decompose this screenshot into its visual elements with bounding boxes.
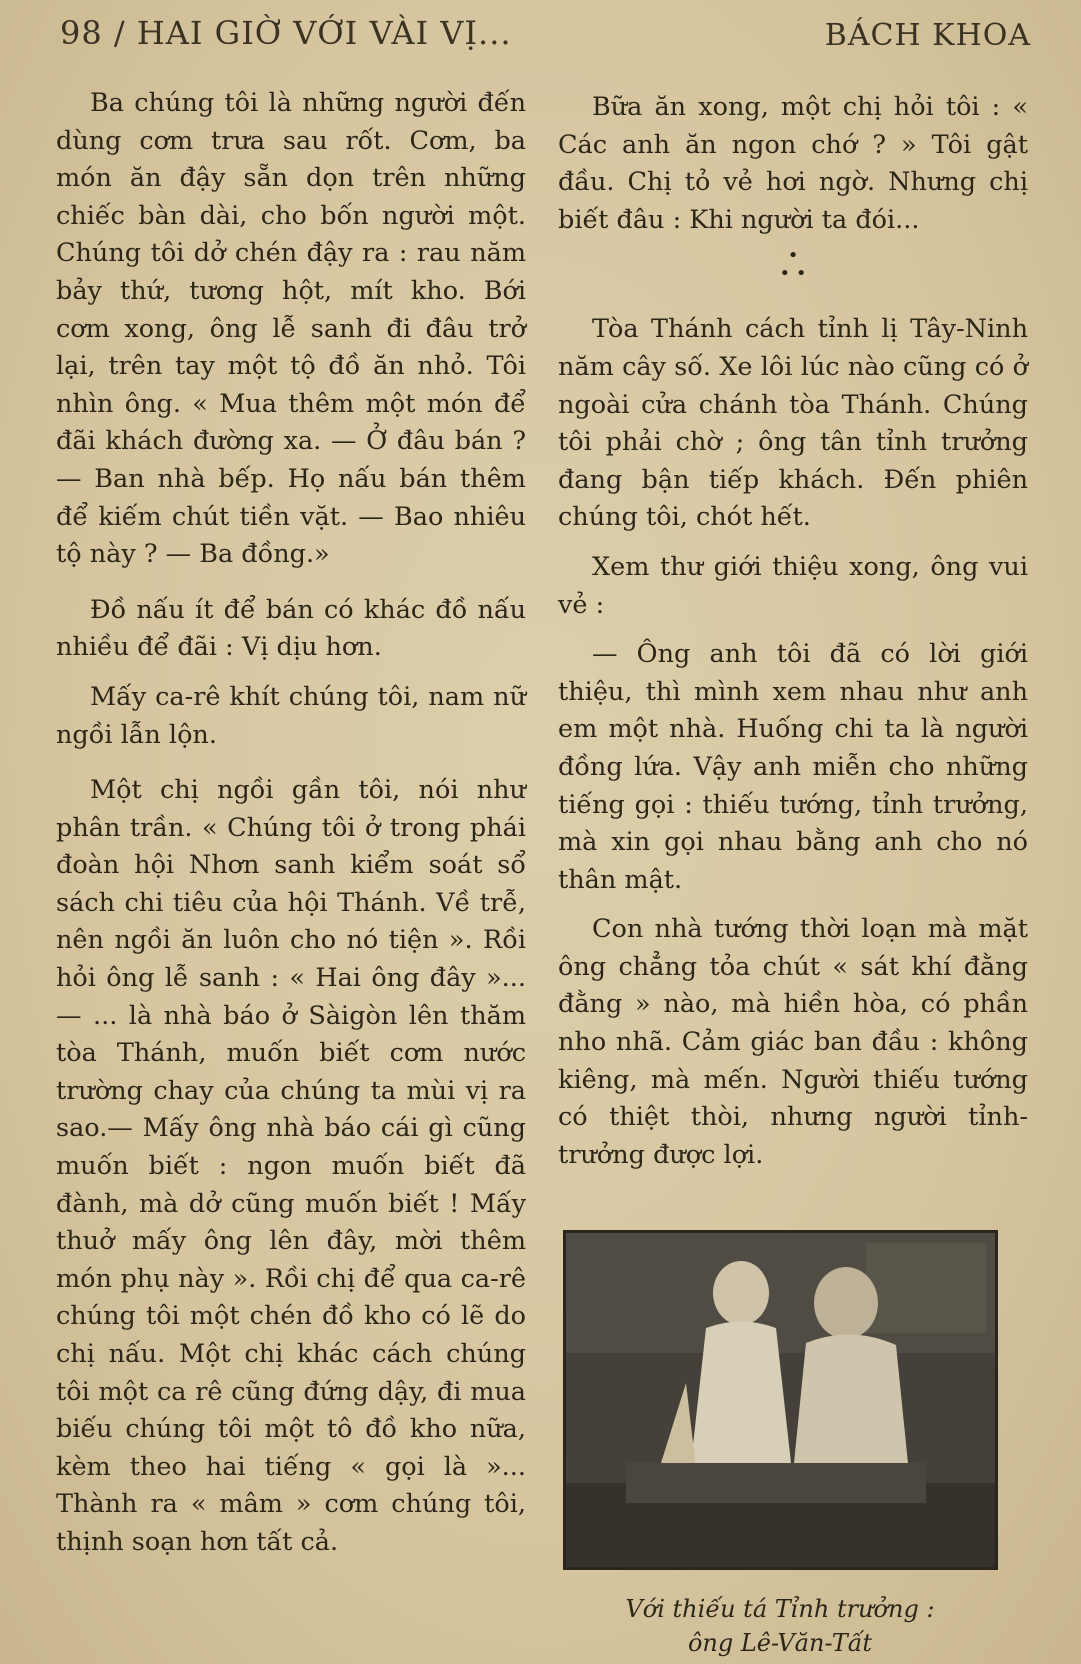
paragraph: Ba chúng tôi là những người đến dùng cơm trưa sau rốt. Cơm, ba món ăn đậy sẵn dọn trên những chiếc bàn dài, cho bốn người một. Chúng tôi dở chén đậy ra : rau năm bảy thứ, tương hột, mít kho. Bới cơm xong, ông lễ sanh đi đâu trở lại, trên tay một tộ đồ ăn nhỏ. Tôi nhìn ông. « Mua thêm một món để đãi khách đường xa. — Ở đâu bán ? — Ban nhà bếp. Họ nấu bán thêm để kiếm chút tiền vặt. — Bao nhiêu tộ này ? — Ba đồng.» — [56, 88, 526, 570]
paragraph: Xem thư giới thiệu xong, ông vui vẻ : — [558, 551, 1028, 620]
portrait-photo — [563, 1230, 998, 1570]
photo-caption — [560, 1592, 1000, 1660]
left-column — [56, 85, 526, 1562]
caption-line: Với thiếu tá Tỉnh trưởng : — [625, 1595, 935, 1623]
section-separator — [558, 239, 1028, 311]
magazine-name: BÁCH KHOA — [824, 18, 1031, 53]
paragraph: Một chị ngồi gần tôi, nói như phân trần. « Chúng tôi ở trong phái đoàn hội Nhơn sanh kiểm soát sổ sách chi tiêu của hội Thánh. Về trễ, nên ngồi ăn luôn cho nó tiện ». Rồi hỏi ông lễ sanh : « Hai ông đây »... — ... là nhà báo ở Sàigòn lên thăm tòa Thánh, muốn biết cơm nước trường chay của chúng ta mùi vị ra sao.— Mấy ông nhà báo cái gì cũng muốn biết : ngon muốn biết đã đành, mà dở cũng muốn biết ! Mấy thuở mấy ông lên đây, mời thêm món phụ này ». Rồi chị để qua ca-rê chúng tôi một chén đồ kho có lẽ do chị nấu. Một chị khác cách chúng tôi một ca rê cũng đứng dậy, đi mua biếu chúng tôi một tô đồ kho nữa, kèm theo hai tiếng « gọi là »... Thành ra « mâm » cơm chúng tôi, thịnh soạn hơn tất cả. — [56, 775, 526, 1557]
paragraph: — Ông anh tôi đã có lời giới thiệu, thì mình xem nhau như anh em một nhà. Huống chi ta là người đồng lứa. Vậy anh miễn cho những tiếng gọi : thiếu tướng, tỉnh trưởng, mà xin gọi nhau bằng anh cho nó thân mật. — [558, 639, 1028, 895]
caption-line: ông Lê-Văn-Tất — [687, 1629, 873, 1657]
paragraph: Đồ nấu ít để bán có khác đồ nấu nhiều để đãi : Vị dịu hơn. — [56, 594, 526, 663]
photo-image — [566, 1233, 995, 1567]
page-header — [60, 14, 1031, 64]
right-column — [558, 89, 1028, 1174]
paragraph: Mấy ca-rê khít chúng tôi, nam nữ ngồi lẫn lộn. — [56, 681, 526, 750]
paragraph: Bữa ăn xong, một chị hỏi tôi : « Các anh ăn ngon chớ ? » Tôi gật đầu. Chị tỏ vẻ hơi ngờ. Nhưng chị biết đâu : Khi người ta đói... — [558, 92, 1028, 235]
separator-dots: • • • — [779, 245, 807, 285]
running-head-title: 98 / HAI GIỜ VỚI VÀI VỊ... — [60, 14, 512, 52]
paragraph: Con nhà tướng thời loạn mà mặt ông chẳng tỏa chút « sát khí đằng đằng » nào, mà hiền hòa, có phần nho nhã. Cảm giác ban đầu : không kiêng, mà mến. Người thiếu tướng có thiệt thòi, nhưng người tỉnh-trưởng được lợi. — [558, 914, 1028, 1170]
paragraph: Tòa Thánh cách tỉnh lị Tây-Ninh năm cây số. Xe lôi lúc nào cũng có ở ngoài cửa chánh tòa Thánh. Chúng tôi phải chờ ; ông tân tỉnh trưởng đang bận tiếp khách. Đến phiên chúng tôi, chót hết. — [558, 314, 1028, 533]
